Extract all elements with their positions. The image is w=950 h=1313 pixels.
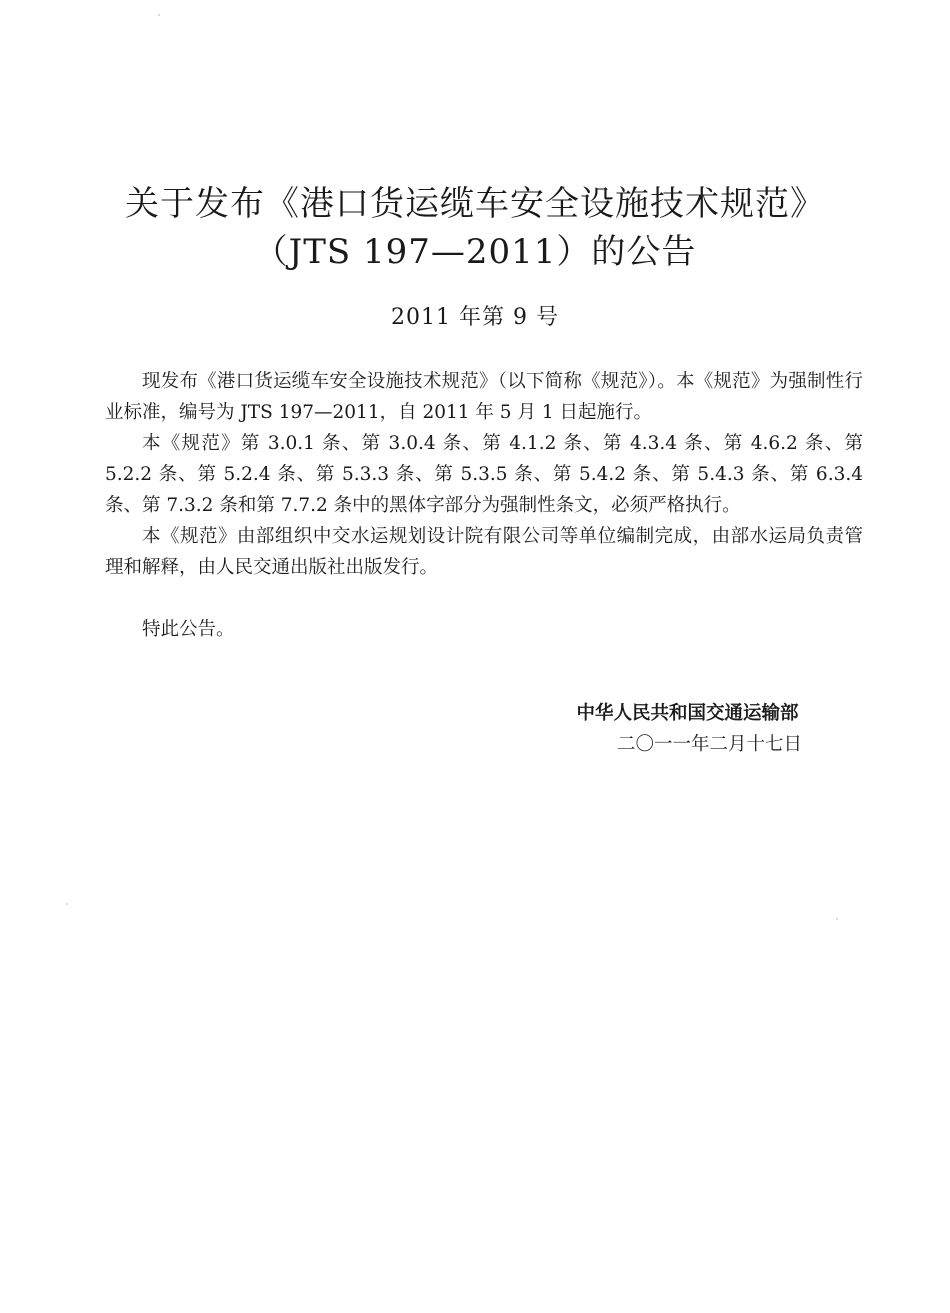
issuing-organization: 中华人民共和国交通运输部	[576, 703, 799, 724]
scan-speck	[66, 903, 68, 905]
issue-date: 二〇一一年二月十七日	[616, 734, 802, 755]
scan-speck	[158, 14, 160, 16]
scan-speck	[836, 918, 838, 920]
title-line-2: （JTS 197—2011）的公告	[253, 232, 697, 272]
paragraph-2: 本《规范》第 3.0.1 条、第 3.0.4 条、第 4.1.2 条、第 4.3.4 条、第 4.6.2 条、第 5.2.2 条、第 5.2.4 条、第 5.3.3 条、第 5.3.5 条、第 5.4.2 条、第 5.4.3 条、第 6.3.4 条、第 7.3.2 条和第 7.7.2 条中的黑体字部分为强制性条文，必须严格执行。	[105, 433, 863, 516]
announcement-number: 2011 年第 9 号	[391, 305, 559, 330]
paragraph-1: 现发布《港口货运缆车安全设施技术规范》（以下简称《规范》）。本《规范》为强制性行业标准，编号为 JTS 197—2011，自 2011 年 5 月 1 日起施行。	[105, 371, 863, 423]
announcement-body	[105, 366, 863, 645]
closing-statement: 特此公告。	[142, 619, 235, 640]
signature-block	[540, 698, 810, 760]
title-line-1: 关于发布《港口货运缆车安全设施技术规范》	[125, 184, 825, 224]
paragraph-3: 本《规范》由部组织中交水运规划设计院有限公司等单位编制完成，由部水运局负责管理和解释，由人民交通出版社出版发行。	[105, 526, 863, 578]
document-title	[0, 180, 950, 276]
